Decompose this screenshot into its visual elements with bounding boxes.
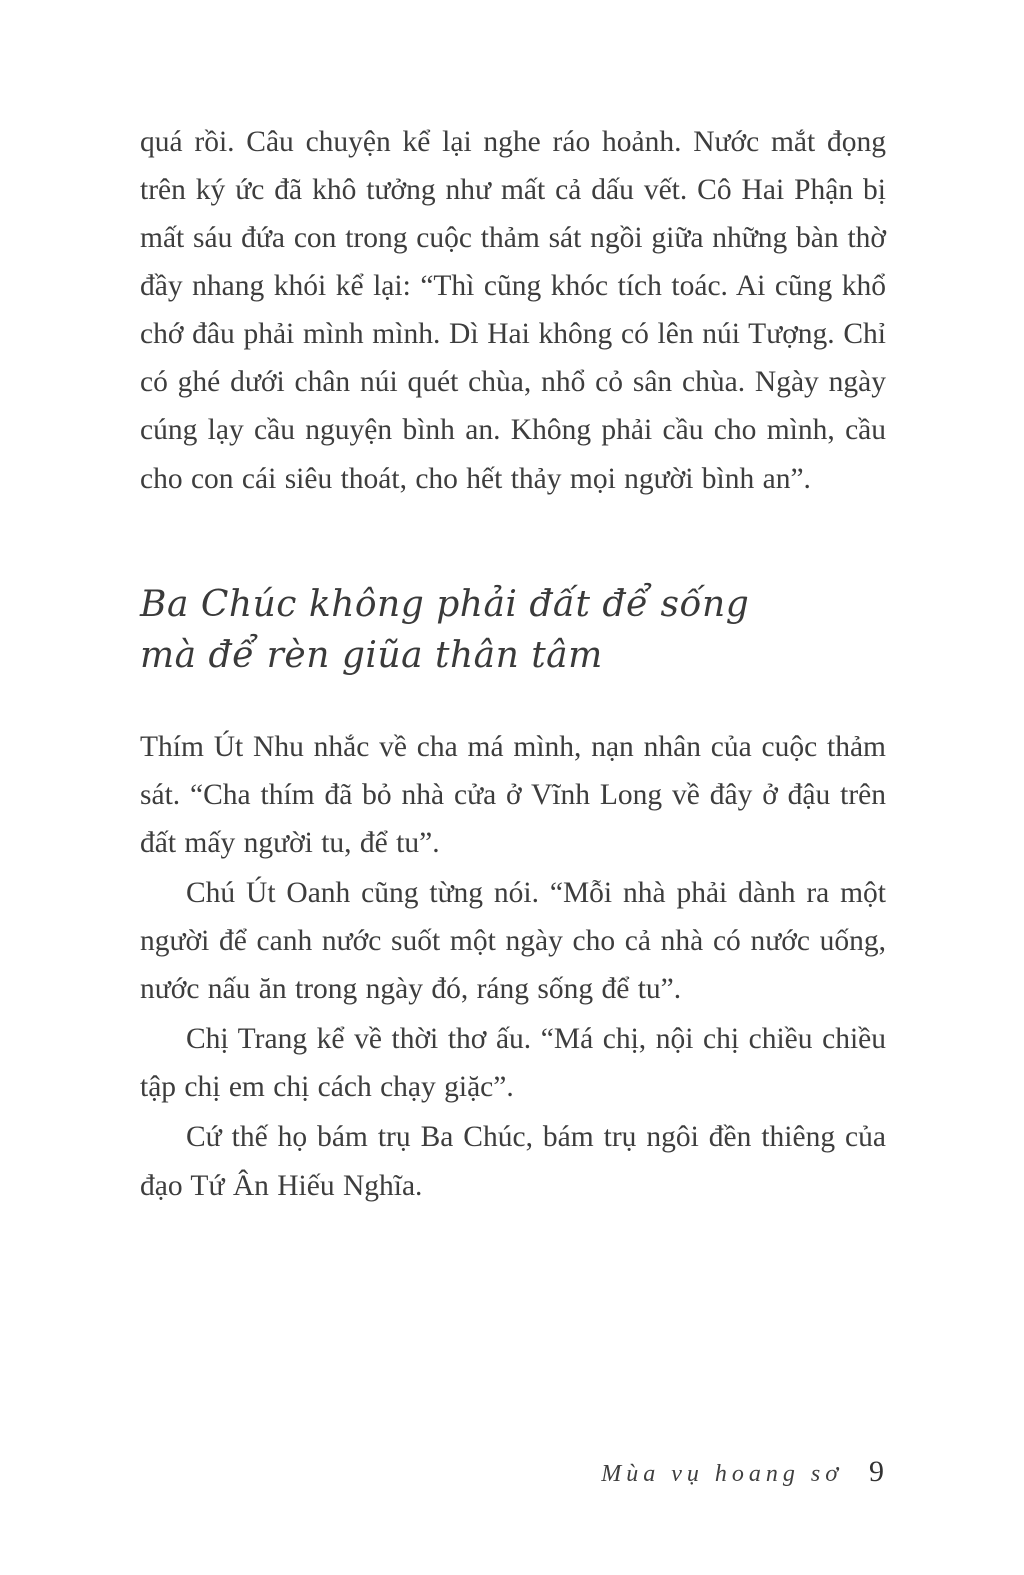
page-number: 9 (869, 1455, 884, 1488)
paragraph: Thím Út Nhu nhắc về cha má mình, nạn nhân của cuộc thảm sát. “Cha thím đã bỏ nhà cửa ở Vĩnh Long về đây ở đậu trên đất mấy người tu, để tu”. (140, 730, 886, 859)
paragraph: Chú Út Oanh cũng từng nói. “Mỗi nhà phải dành ra một người để canh nước suốt một ngày cho cả nhà có nước uống, nước nấu ăn trong ngày đó, ráng sống để tu”. (140, 877, 886, 1006)
paragraph-continuation: quá rồi. Câu chuyện kể lại nghe ráo hoảnh. Nước mắt đọng trên ký ức đã khô tưởng như mất cả dấu vết. Cô Hai Phận bị mất sáu đứa con trong cuộc thảm sát ngồi giữa những bàn thờ đầy nhang khói kể lại: “Thì cũng khóc tích toác. Ai cũng khổ chớ đâu phải mình mình. Dì Hai không có lên núi Tượng. Chỉ có ghé dưới chân núi quét chùa, nhổ cỏ sân chùa. Ngày ngày cúng lạy cầu nguyện bình an. Không phải cầu cho mình, cầu cho con cái siêu thoát, cho hết thảy mọi người bình an”. (140, 126, 886, 495)
page-footer (601, 1455, 884, 1489)
text-block (140, 118, 886, 1210)
section-heading-line-1: Ba Chúc không phải đất để sống (140, 583, 750, 625)
section-heading-line-2: mà để rèn giũa thân tâm (140, 634, 603, 676)
running-title: Mùa vụ hoang sơ (601, 1461, 843, 1487)
paragraph: Chị Trang kể về thời thơ ấu. “Má chị, nội chị chiều chiều tập chị em chị cách chạy giặc”. (140, 1023, 886, 1104)
section-heading (140, 579, 886, 681)
paragraph: Cứ thế họ bám trụ Ba Chúc, bám trụ ngôi đền thiêng của đạo Tứ Ân Hiếu Nghĩa. (140, 1121, 886, 1202)
